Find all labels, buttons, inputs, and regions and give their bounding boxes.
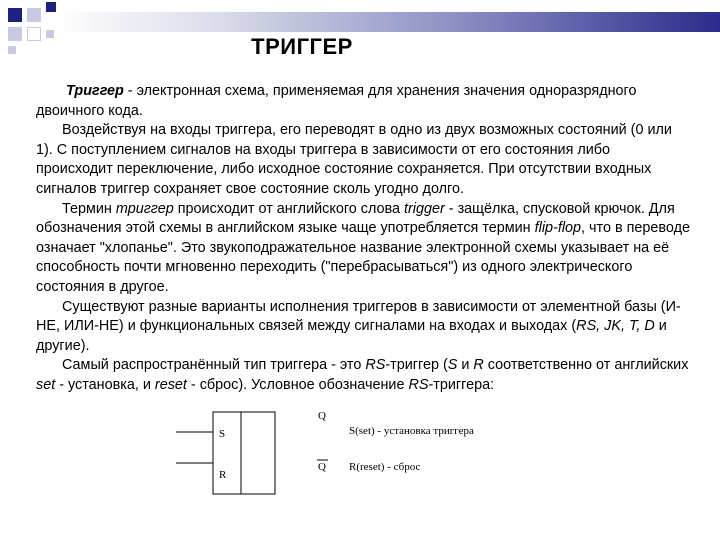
text-span: и другие). bbox=[36, 318, 667, 354]
output-q-label: Q bbox=[318, 410, 326, 422]
text-span: - установка, и bbox=[55, 376, 155, 393]
paragraph-definition bbox=[36, 82, 690, 121]
text-span: , что в переводе означает "хлопанье". Это звукоподражательное название электронной схемы указывает на её способность почти мгновенно переходить ("перебрасываться") из одного электрического состояния в другое. bbox=[36, 220, 690, 295]
header-gradient-bar bbox=[56, 12, 720, 32]
legend-reset: R(reset) - сброс bbox=[349, 461, 421, 473]
text-span: Термин bbox=[62, 200, 116, 217]
text-span: -триггера: bbox=[428, 376, 495, 393]
term-span: set bbox=[36, 376, 56, 393]
paragraph-states: Воздействуя на входы триггера, его переводят в одно из двух возможных состояний (0 или 1). С поступлением сигналов на входы триггера в зависимости от его состояния либо происходит переключение, либо исходное состояние сохраняется. При отсутствии входных сигналов триггер сохраняет свое состояние сколь угодно долго. bbox=[36, 122, 672, 197]
text-span: - защёлка, спусковой крючок. Для обозначения этой схемы в английском языке чаще употребляется термин bbox=[36, 200, 675, 237]
paragraph-rs-trigger bbox=[36, 356, 690, 395]
term-span: flip-flop bbox=[534, 220, 582, 237]
term-span: S bbox=[447, 357, 458, 374]
term-span: R bbox=[473, 357, 484, 374]
term-span: RS, JK, T, D bbox=[576, 318, 655, 335]
term-span: RS bbox=[365, 357, 386, 374]
decor-square bbox=[27, 8, 41, 22]
page-title bbox=[0, 34, 720, 60]
term-span: RS bbox=[408, 376, 429, 393]
text-span: -триггер ( bbox=[385, 357, 448, 374]
definition-text: - электронная схема, применяемая для хранения значения одноразрядного двоичного кода. bbox=[36, 83, 637, 119]
page-title-text: ТРИГГЕР bbox=[251, 34, 353, 59]
paragraph-variants bbox=[36, 298, 690, 357]
paragraph-etymology bbox=[36, 200, 690, 298]
text-span: Самый распространённый тип триггера - это bbox=[62, 357, 366, 374]
decor-square bbox=[46, 2, 56, 12]
term-span: reset bbox=[154, 376, 187, 393]
text-span: происходит от английского слова bbox=[173, 200, 404, 217]
text-span: соответственно от английских bbox=[483, 357, 689, 374]
text-span: и bbox=[457, 357, 474, 374]
trigger-box bbox=[213, 412, 275, 494]
text-span: Существуют разные варианты исполнения триггеров в зависимости от элементной базы (И-НЕ, ИЛИ-НЕ) и функциональных связей между сигналами на входах и выходах ( bbox=[36, 298, 681, 335]
output-q-bar-label: Q bbox=[318, 461, 326, 473]
input-s-label: S bbox=[219, 428, 226, 440]
text-span: - сброс). Условное обозначение bbox=[186, 376, 409, 393]
term-trigger: Триггер bbox=[66, 83, 124, 99]
decor-square bbox=[8, 8, 22, 22]
body-text bbox=[36, 82, 690, 396]
input-r-label: R bbox=[219, 469, 227, 481]
legend-set: S(set) - установка триггера bbox=[349, 425, 474, 437]
term-span: триггер bbox=[115, 200, 174, 217]
term-span: trigger bbox=[404, 200, 445, 217]
